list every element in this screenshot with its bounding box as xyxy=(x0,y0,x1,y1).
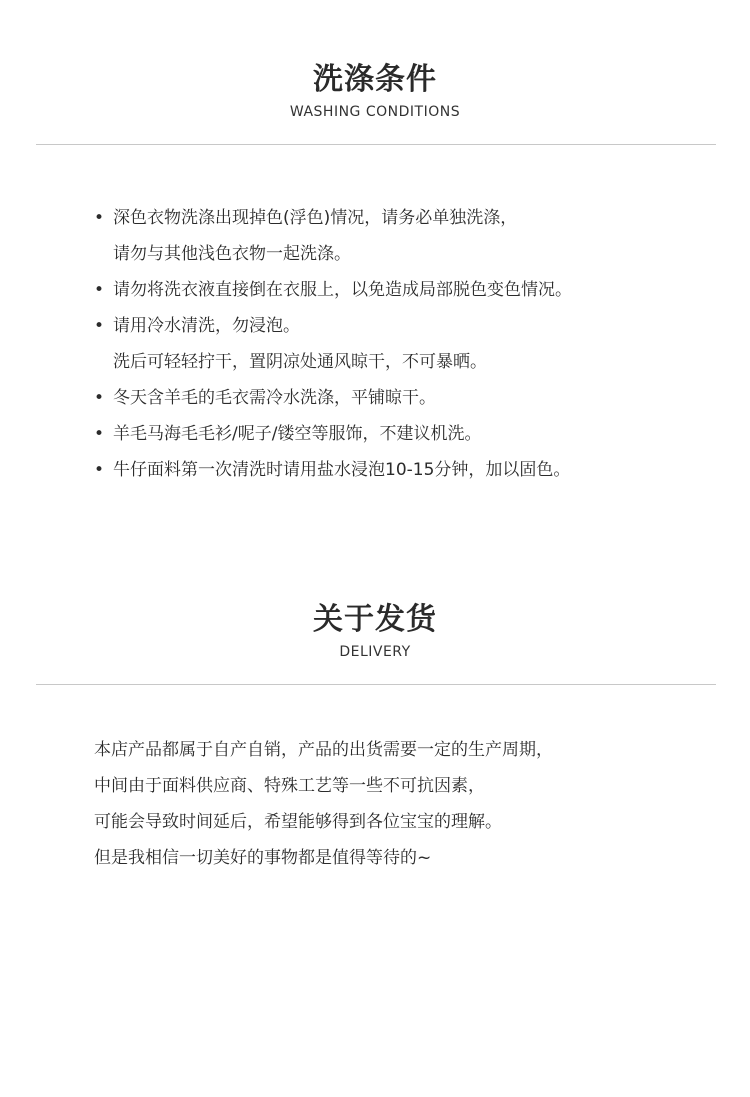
delivery-text-line: 本店产品都属于自产自销，产品的出货需要一定的生产周期， xyxy=(94,740,553,760)
delivery-section xyxy=(0,600,750,868)
list-item-text: 牛仔面料第一次清洗时请用盐水浸泡10-15分钟，加以固色。 xyxy=(113,460,571,480)
list-item xyxy=(92,452,732,488)
bullet-icon: • xyxy=(94,460,105,480)
bullet-icon: • xyxy=(94,208,105,228)
delivery-divider xyxy=(36,684,716,685)
washing-conditions-section xyxy=(0,60,750,480)
list-item-text: 冬天含羊毛的毛衣需冷水洗涤，平铺晾干。 xyxy=(113,388,436,408)
list-item-text: 深色衣物洗涤出现掉色(浮色)情况，请务必单独洗涤， xyxy=(113,208,518,228)
list-item-text: 请用冷水清洗，勿浸泡。 xyxy=(113,316,300,336)
washing-subtitle: WASHING CONDITIONS xyxy=(289,104,461,120)
delivery-text-line: 中间由于面料供应商、特殊工艺等一些不可抗因素， xyxy=(94,776,485,796)
list-item xyxy=(92,416,732,452)
washing-instructions-list xyxy=(92,200,732,488)
list-item-text: 请勿与其他浅色衣物一起洗涤。 xyxy=(113,244,351,264)
delivery-text-line: 可能会导致时间延后，希望能够得到各位宝宝的理解。 xyxy=(94,812,502,832)
washing-title: 洗涤条件 xyxy=(313,62,437,97)
delivery-text-line: 但是我相信一切美好的事物都是值得等待的~ xyxy=(94,848,432,868)
list-item xyxy=(92,308,732,344)
list-item-continuation xyxy=(92,236,732,272)
list-item-text: 羊毛马海毛毛衫/呢子/镂空等服饰，不建议机洗。 xyxy=(113,424,482,444)
list-item xyxy=(92,200,732,236)
list-item xyxy=(92,380,732,416)
list-item-continuation xyxy=(92,344,732,380)
bullet-icon: • xyxy=(94,316,105,336)
bullet-icon: • xyxy=(94,280,105,300)
bullet-icon: • xyxy=(94,388,105,408)
bullet-icon: • xyxy=(94,424,105,444)
delivery-notice xyxy=(94,732,734,876)
list-item xyxy=(92,272,732,308)
list-item-text: 洗后可轻轻拧干，置阴凉处通风晾干，不可暴晒。 xyxy=(113,352,487,372)
delivery-subtitle: DELIVERY xyxy=(339,644,411,660)
delivery-title: 关于发货 xyxy=(313,602,437,637)
list-item-text: 请勿将洗衣液直接倒在衣服上，以免造成局部脱色变色情况。 xyxy=(113,280,572,300)
washing-divider xyxy=(36,144,716,145)
